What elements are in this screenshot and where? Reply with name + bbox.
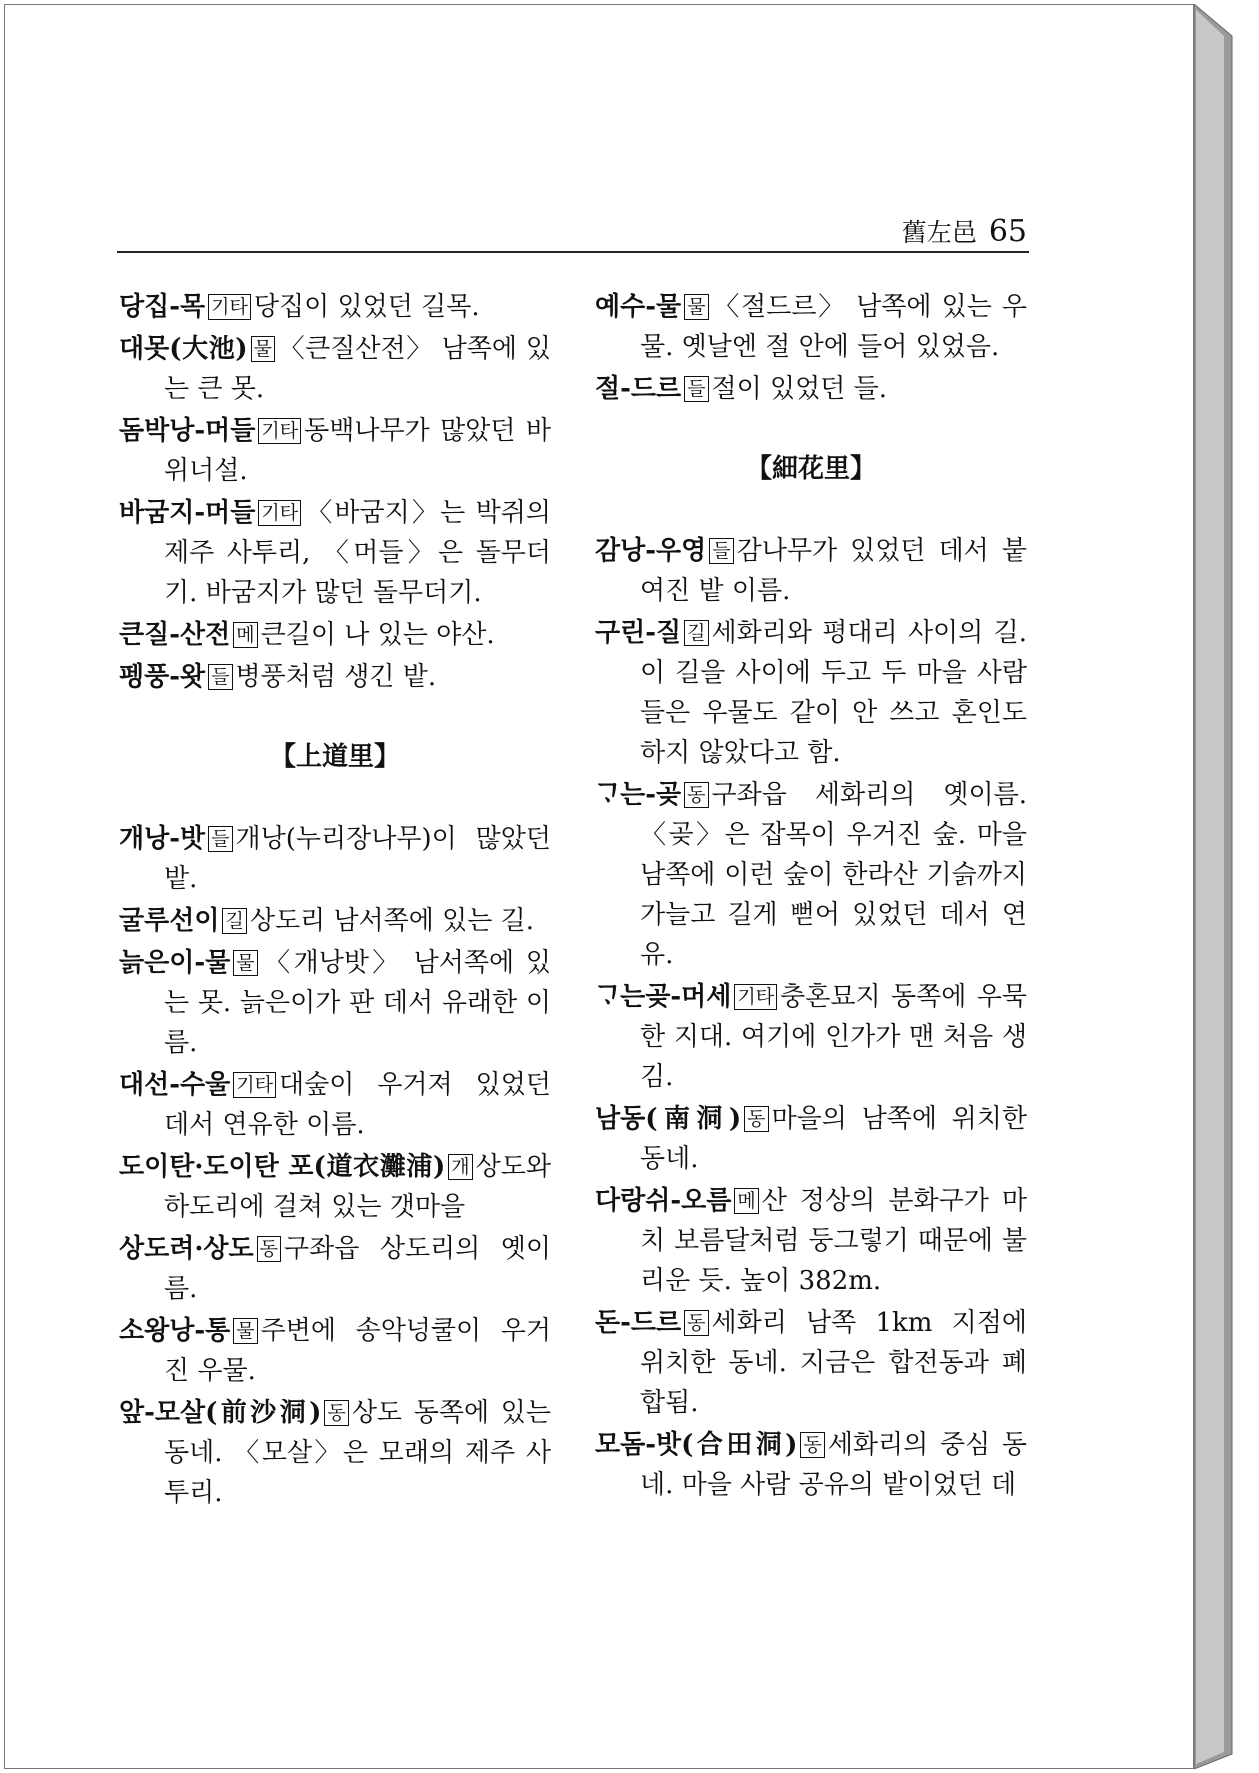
entry-definition: 절이 있었던 들. xyxy=(711,374,887,404)
category-tag: 물 xyxy=(233,1318,257,1344)
category-tag: 들 xyxy=(208,664,232,690)
dictionary-entry xyxy=(119,901,551,941)
category-tag: 기타 xyxy=(258,500,301,526)
category-tag: 기타 xyxy=(208,294,251,320)
dictionary-entry xyxy=(119,943,551,1063)
running-head-title: 舊左邑 xyxy=(901,218,977,247)
entry-headword: 감낭-우영 xyxy=(595,536,707,566)
entry-definition: 충혼묘지 동쪽에 우묵한 지대. 여기에 인가가 맨 처음 생김. xyxy=(640,982,1027,1092)
dictionary-entry xyxy=(595,775,1027,975)
entry-headword: 소왕낭-통 xyxy=(119,1316,231,1346)
page-edge-shadow xyxy=(1194,4,1254,1769)
entry-definition: 구좌읍 상도리의 옛이름. xyxy=(164,1234,551,1304)
entry-headword: 다랑쉬-오름 xyxy=(595,1186,732,1216)
category-tag: 들 xyxy=(208,826,232,852)
dictionary-entry xyxy=(595,1425,1027,1505)
section-heading: 【上道里】 xyxy=(269,742,400,772)
entry-headword: 절-드르 xyxy=(595,374,682,404)
dictionary-entry xyxy=(119,615,551,655)
header-rule xyxy=(117,251,1029,253)
category-tag: 물 xyxy=(684,294,708,320)
category-tag: 동 xyxy=(324,1400,348,1426)
section-heading: 【細花里】 xyxy=(745,454,876,484)
category-tag: 동 xyxy=(684,1310,708,1336)
entry-definition: 산 정상의 분화구가 마치 보름달처럼 둥그렇기 때문에 불리운 듯. 높이 382m. xyxy=(640,1186,1027,1296)
entry-definition: 당집이 있었던 길목. xyxy=(253,292,480,322)
right-column xyxy=(595,287,1027,1507)
entry-headword: 굴루선이 xyxy=(119,906,220,936)
entry-definition: 병풍처럼 생긴 밭. xyxy=(235,662,437,692)
category-tag: 기타 xyxy=(258,418,301,444)
running-head xyxy=(885,213,1027,253)
dictionary-entry xyxy=(595,1181,1027,1301)
dictionary-entry xyxy=(119,329,551,409)
entry-definition: 〈절드르〉 남쪽에 있는 우물. 옛날엔 절 안에 들어 있었음. xyxy=(640,292,1027,362)
entry-definition: 〈큰질산전〉 남쪽에 있는 큰 못. xyxy=(164,334,551,404)
entry-headword: 상도려·상도 xyxy=(119,1234,254,1264)
category-tag: 메 xyxy=(734,1188,758,1214)
dictionary-entry xyxy=(595,1099,1027,1179)
entry-headword: 예수-물 xyxy=(595,292,682,322)
entry-headword: ᄀᆞ는곶-머세 xyxy=(595,982,732,1012)
dictionary-entry xyxy=(119,1311,551,1391)
category-tag: 개 xyxy=(448,1154,472,1180)
entry-headword: 바굼지-머들 xyxy=(119,498,256,528)
entry-definition: 〈바굼지〉는 박쥐의 제주 사투리, 〈머들〉은 돌무더기. 바굼지가 많던 돌무더기. xyxy=(164,498,551,608)
entry-headword: 개낭-밧 xyxy=(119,824,206,854)
entry-headword: 펭풍-왓 xyxy=(119,662,206,692)
dictionary-entry xyxy=(595,369,1027,409)
dictionary-entry xyxy=(119,493,551,613)
category-tag: 동 xyxy=(257,1236,281,1262)
category-tag: 기타 xyxy=(734,984,777,1010)
entry-headword: 큰질-산전 xyxy=(119,620,231,650)
book-page xyxy=(4,4,1194,1769)
entry-definition: 동백나무가 많았던 바위너설. xyxy=(164,416,551,486)
entry-headword: 늙은이-물 xyxy=(119,948,231,978)
entry-headword: 돔박낭-머들 xyxy=(119,416,256,446)
category-tag: 길 xyxy=(684,620,708,646)
entry-definition: 큰길이 나 있는 야산. xyxy=(260,620,495,650)
entry-headword: ᄀᆞ는-곶 xyxy=(595,780,682,810)
left-column xyxy=(119,287,551,1515)
dictionary-entry xyxy=(595,287,1027,367)
entry-definition: 대숲이 우거져 있었던 데서 연유한 이름. xyxy=(164,1070,551,1140)
entry-headword: 돈-드르 xyxy=(595,1308,682,1338)
dictionary-entry xyxy=(119,657,551,697)
category-tag: 기타 xyxy=(233,1072,276,1098)
category-tag: 물 xyxy=(251,336,275,362)
dictionary-entry xyxy=(119,411,551,491)
category-tag: 물 xyxy=(233,950,257,976)
dictionary-entry xyxy=(119,1147,551,1227)
entry-definition: 상도와 하도리에 걸쳐 있는 갯마을 xyxy=(164,1152,551,1222)
entry-headword: 구린-질 xyxy=(595,618,682,648)
entry-definition: 상도 동쪽에 있는 동네. 〈모살〉은 모래의 제주 사투리. xyxy=(164,1398,552,1508)
dictionary-entry xyxy=(595,613,1027,773)
entry-definition: 세화리 남쪽 1km 지점에 위치한 동네. 지금은 합전동과 폐합됨. xyxy=(640,1308,1027,1418)
category-tag: 길 xyxy=(222,908,246,934)
entry-definition: 세화리의 중심 동네. 마을 사람 공유의 밭이었던 데 xyxy=(640,1430,1028,1500)
entry-headword: 남동(南洞) xyxy=(595,1104,742,1134)
dictionary-entry xyxy=(119,287,551,327)
entry-headword: 대선-수울 xyxy=(119,1070,231,1100)
category-tag: 동 xyxy=(800,1432,824,1458)
page-number: 65 xyxy=(988,214,1027,249)
entry-definition: 상도리 남서쪽에 있는 길. xyxy=(249,906,535,936)
category-tag: 동 xyxy=(744,1106,768,1132)
entry-definition: 주변에 송악넝쿨이 우거진 우물. xyxy=(164,1316,551,1386)
entry-definition: 개낭(누리장나무)이 많았던 밭. xyxy=(164,824,551,894)
dictionary-entry xyxy=(119,819,551,899)
category-tag: 동 xyxy=(684,782,708,808)
entry-headword: 앞-모살(前沙洞) xyxy=(119,1398,322,1428)
dictionary-entry xyxy=(119,1393,551,1513)
entry-headword: 당집-목 xyxy=(119,292,206,322)
dictionary-entry xyxy=(595,977,1027,1097)
dictionary-entry xyxy=(595,1303,1027,1423)
category-tag: 들 xyxy=(709,538,733,564)
dictionary-entry xyxy=(119,1065,551,1145)
entry-definition: 〈개낭밧〉 남서쪽에 있는 못. 늙은이가 판 데서 유래한 이름. xyxy=(164,948,551,1058)
category-tag: 들 xyxy=(684,376,708,402)
entry-definition: 세화리와 평대리 사이의 길. 이 길을 사이에 두고 두 마을 사람들은 우물도 같이 안 쓰고 혼인도 하지 않았다고 함. xyxy=(640,618,1027,768)
entry-definition: 감나무가 있었던 데서 붙여진 밭 이름. xyxy=(640,536,1027,606)
entry-headword: 대못(大池) xyxy=(119,334,248,364)
dictionary-entry xyxy=(595,531,1027,611)
entry-definition: 마을의 남쪽에 위치한 동네. xyxy=(640,1104,1027,1174)
entry-headword: 모돔-밧(合田洞) xyxy=(595,1430,798,1460)
category-tag: 메 xyxy=(233,622,257,648)
entry-definition: 구좌읍 세화리의 옛이름. 〈곶〉은 잡목이 우거진 숲. 마을 남쪽에 이런 숲이 한라산 기슭까지 가늘고 길게 뻗어 있었던 데서 연유. xyxy=(640,780,1027,970)
dictionary-entry xyxy=(119,1229,551,1309)
entry-headword: 도이탄·도이탄 포(道衣灘浦) xyxy=(119,1152,446,1182)
